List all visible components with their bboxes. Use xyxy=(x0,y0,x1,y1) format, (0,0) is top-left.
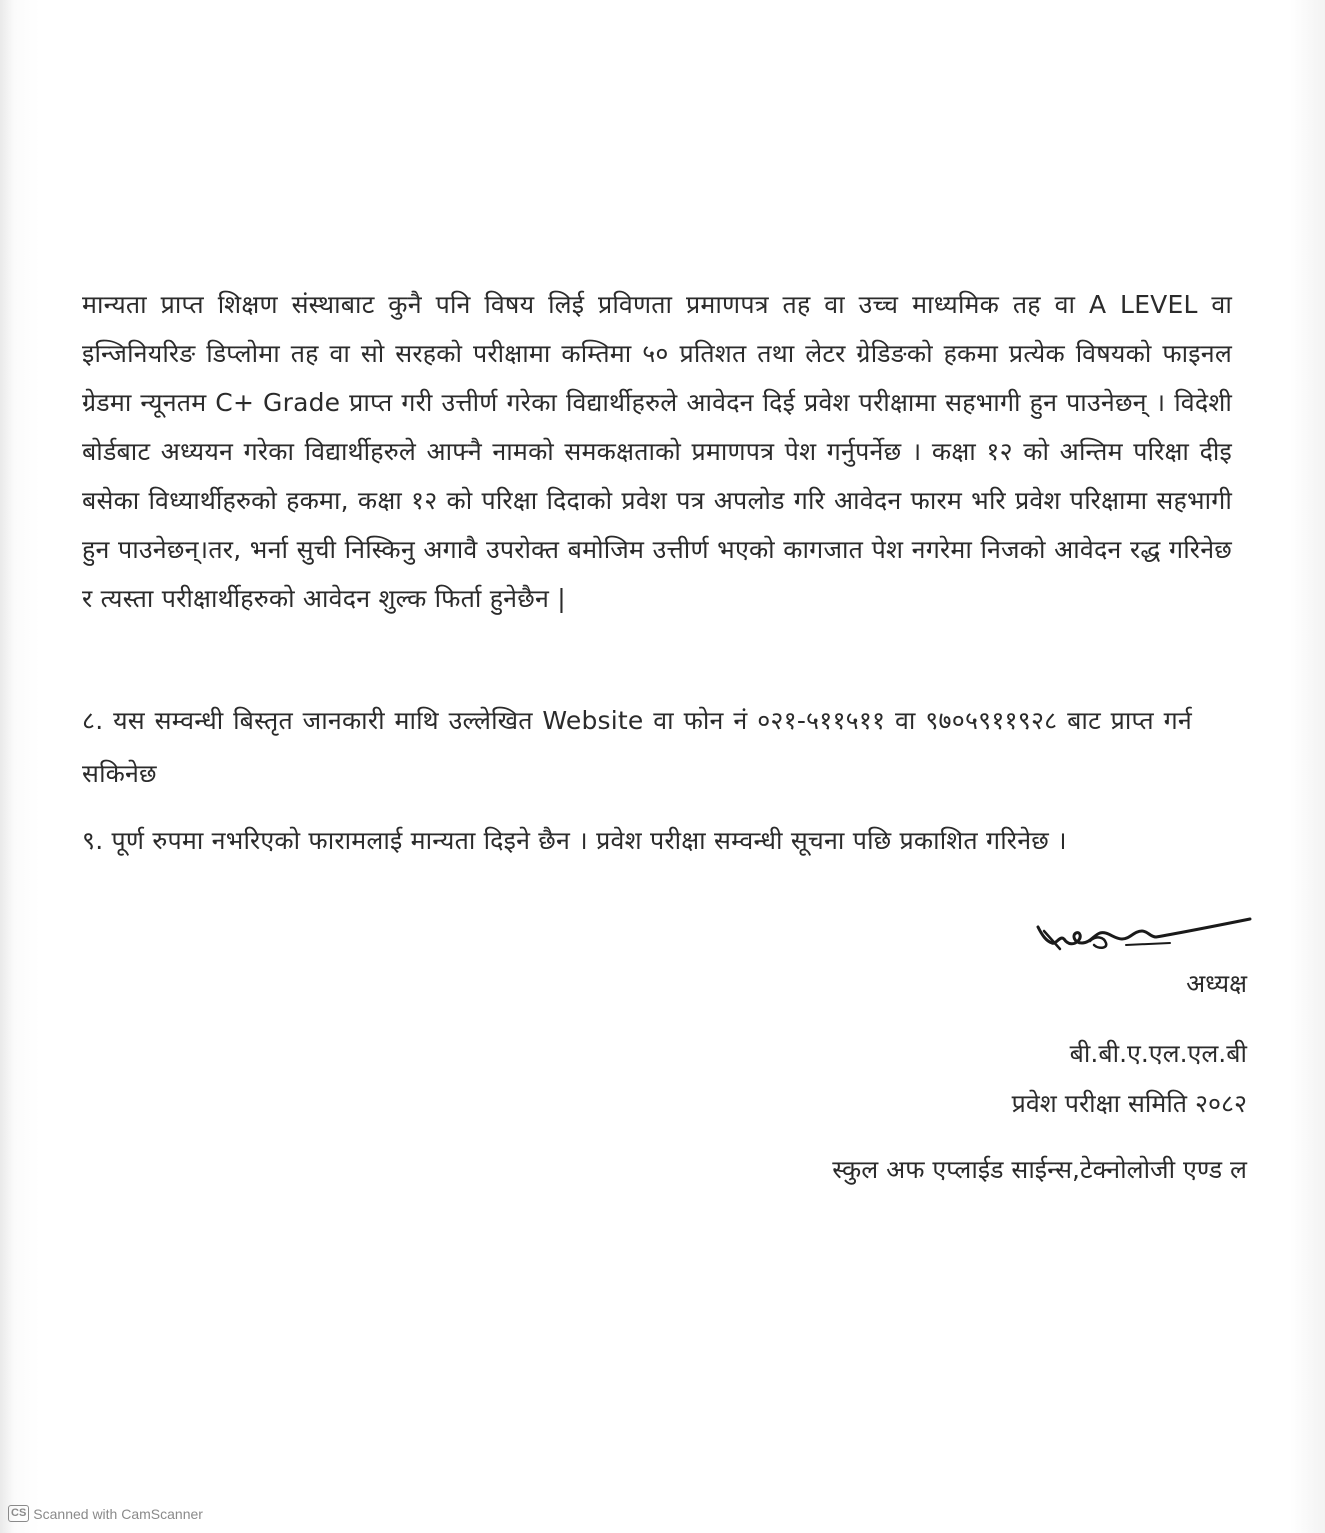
school-name: स्कुल अफ एप्लाईड साईन्स,टेक्नोलोजी एण्ड ल xyxy=(832,1155,1247,1184)
signature-image xyxy=(1030,905,1260,970)
committee-name: प्रवेश परीक्षा समिति २०८२ xyxy=(1011,1089,1247,1118)
scanner-watermark xyxy=(8,1505,203,1522)
signatory-title: अध्यक्ष xyxy=(1186,969,1247,998)
program-name: बी.बी.ए.एल.एल.बी xyxy=(1069,1039,1247,1068)
camscanner-icon: CS xyxy=(8,1505,29,1522)
eligibility-paragraph: मान्यता प्राप्त शिक्षण संस्थाबाट कुनै पनि विषय लिई प्रविणता प्रमाणपत्र तह वा उच्च माध्यमिक तह वा A LEVEL वा इन्जिनियरिङ डिप्लोमा तह वा सो सरहको परीक्षामा कम्तिमा ५० प्रतिशत तथा लेटर ग्रेडिङको हकमा प्रत्येक विषयको फाइनल ग्रेडमा न्यूनतम C+ Grade प्राप्त गरी उत्तीर्ण गरेका विद्यार्थीहरुले आवेदन दिई प्रवेश परीक्षामा सहभागी हुन पाउनेछन् । विदेशी बोर्डबाट अध्ययन गरेका विद्यार्थीहरुले आफ्नै नामको समकक्षताको प्रमाणपत्र पेश गर्नुपर्नेछ । कक्षा १२ को अन्तिम परिक्षा दीइ बसेका विध्यार्थीहरुको हकमा, कक्षा १२ को परिक्षा दिदाको प्रवेश पत्र अपलोड गरि आवेदन फारम भरि प्रवेश परिक्षामा सहभागी हुन पाउनेछन्।तर, भर्ना सुची निस्किनु अगावै उपरोक्त बमोजिम उत्तीर्ण भएको कागजात पेश नगरेमा निजको आवेदन रद्ध गरिनेछ र त्यस्ता परीक्षार्थीहरुको आवेदन शुल्क फिर्ता हुनेछैन | xyxy=(82,290,1232,613)
contact-info-point: ८. यस सम्वन्धी बिस्तृत जानकारी माथि उल्लेखित Website वा फोन नं ०२१-५११५११ वा ९७०५९११९२८ बाट प्राप्त गर्न सकिनेछ xyxy=(82,706,1192,788)
watermark-text: Scanned with CamScanner xyxy=(33,1505,203,1522)
incomplete-form-point: ९. पूर्ण रुपमा नभरिएको फारामलाई मान्यता दिइने छैन । प्रवेश परीक्षा सम्वन्धी सूचना पछि प्रकाशित गरिनेछ । xyxy=(82,826,1067,855)
